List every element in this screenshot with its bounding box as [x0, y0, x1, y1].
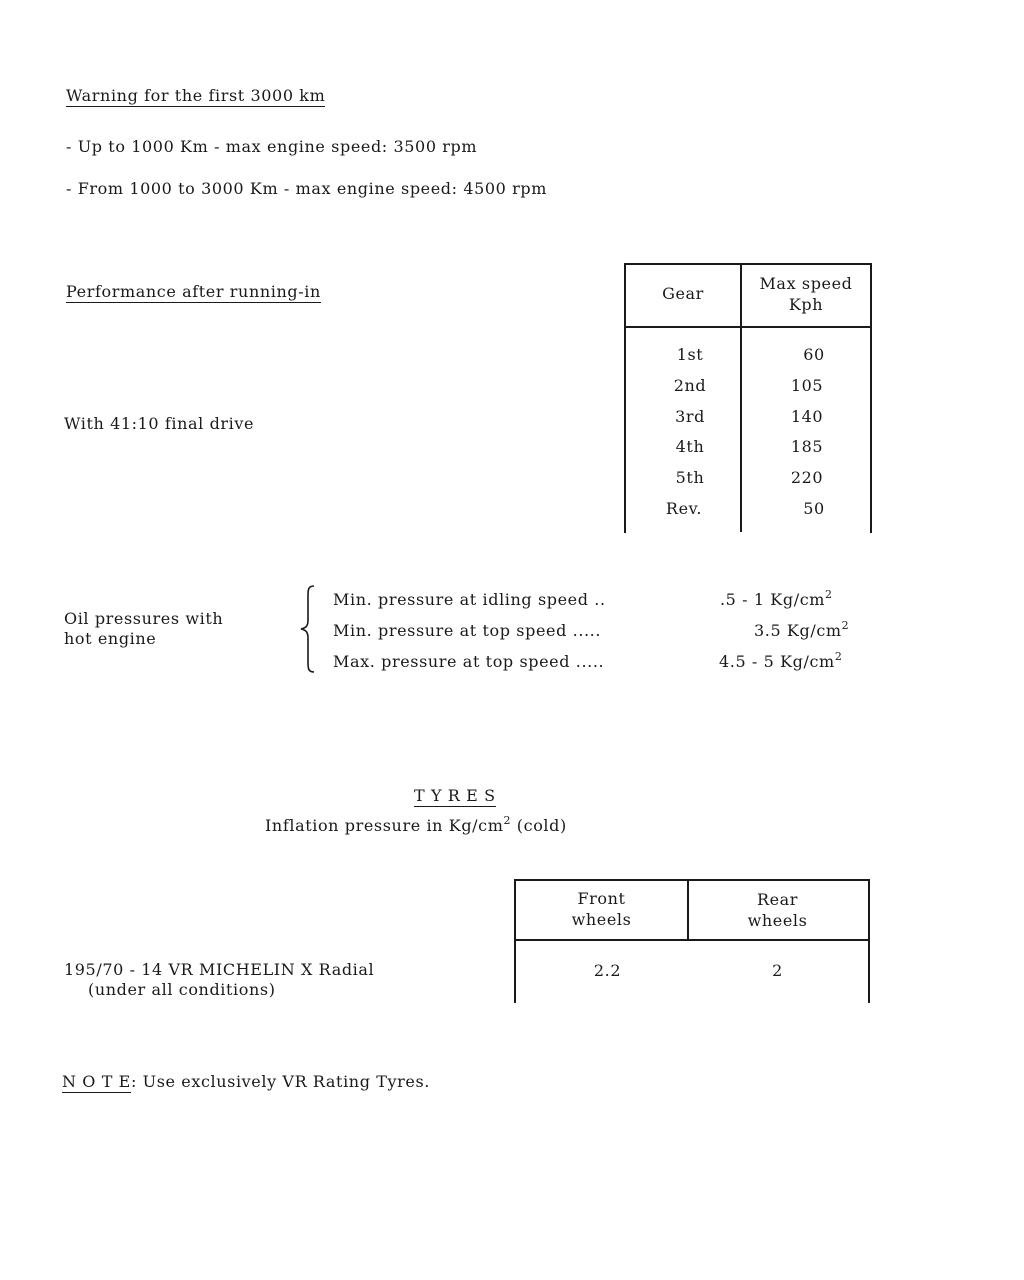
note-label: N O T E [62, 1072, 131, 1091]
oil-row-1-value: .5 - 1 $Kg/cm^2$ [720, 588, 833, 609]
final-drive-label: With 41:10 final drive [64, 414, 255, 433]
oil-row-3-desc: Max. pressure at top speed ..... [333, 652, 605, 671]
oil-row-1-desc: Min. pressure at idling speed .. [333, 590, 606, 609]
tyre-spec-line-1: 195/70 - 14 VR MICHELIN X Radial [64, 960, 375, 979]
note [62, 1072, 430, 1091]
note-text: : Use exclusively VR Rating Tyres. [130, 1072, 430, 1091]
curly-brace-icon [296, 584, 322, 674]
front-header-line-1: Front [577, 889, 626, 908]
warning-line-1: - Up to 1000 Km - max engine speed: 3500 rpm [66, 137, 478, 156]
front-pressure-value: 2.2 [593, 961, 622, 980]
kph-header: Kph [788, 295, 824, 314]
gear-cell: Rev. [665, 499, 703, 518]
gear-cell: 2nd [673, 376, 707, 395]
gear-cell: 4th [675, 437, 705, 456]
front-header-line-2: wheels [571, 910, 632, 929]
warning-line-2: - From 1000 to 3000 Km - max engine speed: 4500 rpm [66, 179, 547, 198]
oil-row-2-value: 3.5 $Kg/cm^2$ [754, 619, 850, 640]
rear-pressure-value: 2 [772, 961, 783, 980]
gear-cell: 1st [676, 345, 704, 364]
gear-cell: 3rd [675, 407, 705, 426]
gear-header: Gear [662, 284, 704, 303]
warning-title: Warning for the first 3000 km [66, 86, 326, 105]
tyre-table-header-rule [514, 939, 870, 941]
oil-label-line-2: hot engine [64, 629, 157, 648]
speed-cell: 140 [790, 407, 824, 426]
oil-row-3-value: 4.5 - 5 $Kg/cm^2$ [719, 650, 843, 671]
speed-cell: 105 [790, 376, 824, 395]
speed-cell: 50 [803, 499, 825, 518]
gear-table-header-rule [624, 326, 872, 328]
speed-cell: 220 [790, 468, 824, 487]
speed-cell: 185 [790, 437, 824, 456]
tyre-spec-line-2: (under all conditions) [88, 980, 276, 999]
oil-label-line-1: Oil pressures with [64, 609, 224, 628]
rear-header-line-2: wheels [747, 911, 808, 930]
rear-header-line-1: Rear [756, 890, 799, 909]
gear-cell: 5th [675, 468, 705, 487]
max-speed-header: Max speed [759, 274, 853, 293]
tyres-subtitle: Inflation pressure in $Kg/cm^2$ (cold) [265, 814, 567, 835]
oil-row-2-desc: Min. pressure at top speed ..... [333, 621, 602, 640]
speed-cell: 60 [803, 345, 825, 364]
tyres-title: T Y R E S [414, 786, 496, 805]
performance-title: Performance after running-in [66, 282, 321, 301]
